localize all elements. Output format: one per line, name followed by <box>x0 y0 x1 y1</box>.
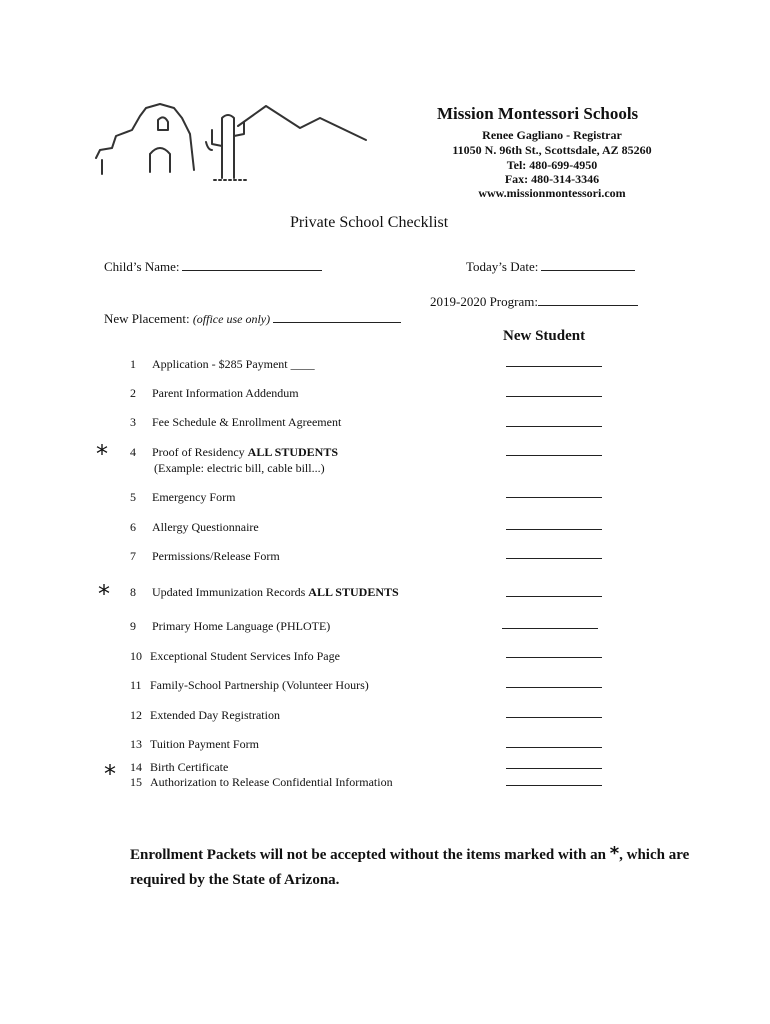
checkoff-line[interactable] <box>506 596 602 597</box>
item-number: 12 <box>130 708 142 722</box>
item-number: 3 <box>130 415 136 429</box>
checkoff-line[interactable] <box>506 768 602 769</box>
item-number: 2 <box>130 386 136 400</box>
todays-date-field[interactable] <box>466 258 635 275</box>
checkoff-line[interactable] <box>506 529 602 530</box>
checkoff-line[interactable] <box>506 497 602 498</box>
checkoff-line[interactable] <box>506 396 602 397</box>
checklist-item <box>152 520 259 535</box>
todays-date-blank[interactable] <box>541 258 635 271</box>
item-label: Primary Home Language (PHLOTE) <box>152 619 331 633</box>
placement-label: New Placement: <box>104 311 190 326</box>
checkoff-line[interactable] <box>506 426 602 427</box>
item-emphasis: ALL STUDENTS <box>308 585 399 599</box>
item-number: 8 <box>130 585 136 599</box>
item-number: 10 <box>130 649 142 663</box>
checklist-item <box>152 549 280 564</box>
checkoff-line[interactable] <box>506 717 602 718</box>
childs-name-field[interactable] <box>104 258 322 275</box>
checklist-item <box>152 619 330 634</box>
checkoff-line[interactable] <box>506 657 602 658</box>
item-label: Emergency Form <box>152 490 236 504</box>
item-number: 9 <box>130 619 136 633</box>
checkoff-line[interactable] <box>506 687 602 688</box>
checklist-item <box>150 649 340 664</box>
new-student-heading: New Student <box>503 328 586 344</box>
item-label: Allergy Questionnaire <box>152 520 259 534</box>
program-field[interactable] <box>430 293 638 310</box>
placement-blank[interactable] <box>273 310 401 323</box>
item-label: Updated Immunization Records <box>152 585 309 599</box>
item-number: 6 <box>130 520 136 534</box>
item-note: (Example: electric bill, cable bill...) <box>154 461 325 475</box>
checkoff-line[interactable] <box>506 455 602 456</box>
asterisk-icon: * <box>609 843 620 864</box>
footer-notice <box>130 841 720 893</box>
footer-text-end: , which are required by the State of Arizona. <box>130 847 690 888</box>
item-label: Birth Certificate <box>150 760 229 774</box>
item-label: Application - $285 Payment ____ <box>152 357 315 371</box>
checklist-item <box>152 445 338 476</box>
item-label: Extended Day Registration <box>150 708 280 722</box>
item-emphasis: ALL STUDENTS <box>247 445 339 459</box>
item-number: 15 <box>130 775 142 789</box>
checklist-item <box>150 775 393 790</box>
checklist-title: Private School Checklist <box>290 214 449 231</box>
checklist-item <box>152 490 235 505</box>
address-line: 11050 N. 96th St., Scottsdale, AZ 85260 <box>452 143 652 157</box>
placement-note: (office use only) <box>192 312 271 326</box>
childs-name-blank[interactable] <box>182 258 322 271</box>
item-label: Parent Information Addendum <box>152 386 299 400</box>
website-line[interactable]: www.missionmontessori.com <box>478 186 626 200</box>
item-label: Authorization to Release Confidential Information <box>150 775 393 789</box>
footer-text-start: Enrollment Packets will not be accepted without the items marked with an <box>130 847 610 863</box>
required-asterisk-icon: * <box>98 580 110 608</box>
item-label: Fee Schedule & Enrollment Agreement <box>152 415 342 429</box>
checkoff-line[interactable] <box>506 747 602 748</box>
todays-date-label: Today’s Date: <box>466 259 539 274</box>
item-label: Permissions/Release Form <box>152 549 280 563</box>
childs-name-label: Child’s Name: <box>104 259 180 274</box>
item-label: Tuition Payment Form <box>150 737 259 751</box>
item-label: Exceptional Student Services Info Page <box>150 649 340 663</box>
school-name: Mission Montessori Schools <box>437 104 639 123</box>
item-number: 11 <box>130 678 142 692</box>
program-label: 2019-2020 Program: <box>430 294 538 309</box>
checklist-item <box>150 760 228 775</box>
checklist-item <box>152 415 341 430</box>
phone-line: Tel: 480-699-4950 <box>506 158 598 172</box>
program-blank[interactable] <box>538 293 638 306</box>
item-number: 13 <box>130 737 142 751</box>
placement-field[interactable] <box>104 310 401 327</box>
checklist-item <box>152 585 399 600</box>
checkoff-line[interactable] <box>506 785 602 786</box>
item-number: 1 <box>130 357 136 371</box>
item-number: 4 <box>130 445 136 459</box>
checkoff-line[interactable] <box>506 558 602 559</box>
checklist-item <box>152 357 315 372</box>
checklist-item <box>150 737 259 752</box>
checklist-item <box>152 386 299 401</box>
required-asterisk-icon: * <box>104 760 116 788</box>
item-number: 14 <box>130 760 142 774</box>
required-asterisk-icon: * <box>96 440 108 468</box>
item-label: Proof of Residency <box>152 445 248 459</box>
fax-line: Fax: 480-314-3346 <box>504 172 600 186</box>
checklist-item <box>150 708 280 723</box>
checkoff-line[interactable] <box>502 628 598 629</box>
checkoff-line[interactable] <box>506 366 602 367</box>
item-number: 7 <box>130 549 136 563</box>
item-label: Family-School Partnership (Volunteer Hours) <box>150 678 369 692</box>
school-logo <box>88 94 388 190</box>
registrar-line: Renee Gagliano - Registrar <box>482 128 622 142</box>
checklist-item <box>150 678 369 693</box>
item-number: 5 <box>130 490 136 504</box>
